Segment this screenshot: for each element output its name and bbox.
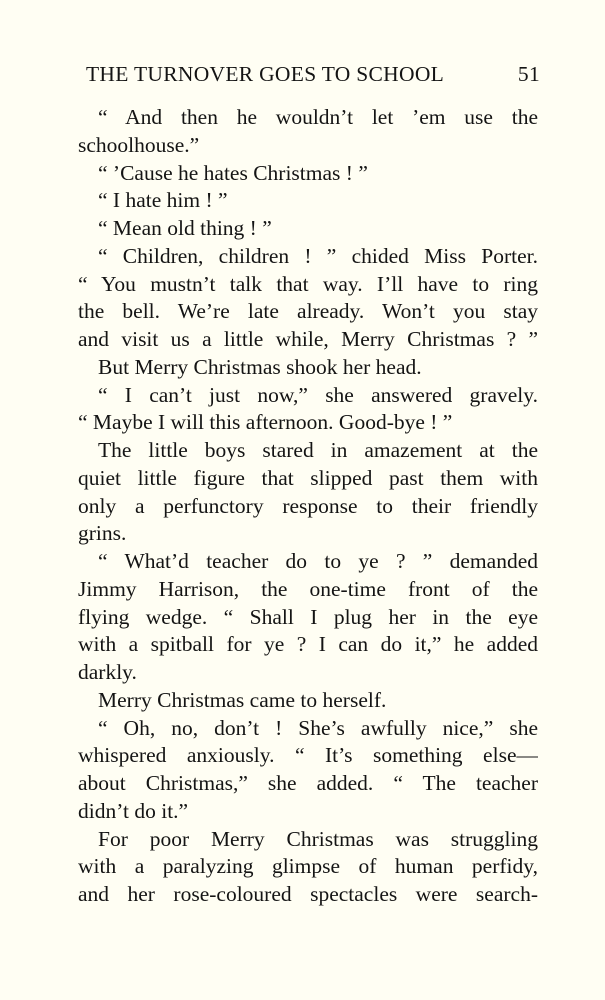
text-line: “ What’d teacher do to ye ? ” demanded (98, 549, 538, 573)
text-line: “ Mean old thing ! ” (98, 216, 272, 240)
text-line: and visit us a little while, Merry Christmas ? ” (78, 327, 538, 351)
text-line: “ I hate him ! ” (98, 188, 228, 213)
text-line: “ You mustn’t talk that way. I’ll have to ring (78, 271, 538, 296)
text-line: about Christmas,” she added. “ The teacher (78, 771, 538, 795)
text-line: “ Maybe I will this afternoon. Good-bye ! ” (78, 410, 453, 435)
text-line: “ ’Cause he hates Christmas ! ” (98, 160, 368, 185)
text-line: The little boys stared in amazement at the (98, 438, 538, 462)
running-head (86, 58, 540, 90)
text-line: with a paralyzing glimpse of human perfidy, (78, 854, 538, 879)
text-line: only a perfunctory response to their friendly (78, 493, 538, 518)
text-line: the bell. We’re late already. Won’t you stay (78, 299, 538, 324)
text-line: grins. (78, 521, 127, 546)
text-line: “ I can’t just now,” she answered gravely. (98, 382, 538, 407)
text-line: But Merry Christmas shook her head. (98, 354, 422, 379)
text-line: “ Oh, no, don’t ! She’s awfully nice,” she (98, 715, 538, 740)
text-line: For poor Merry Christmas was struggling (98, 826, 538, 851)
text-line: and her rose-coloured spectacles were search- (78, 882, 538, 906)
text-line: “ And then he wouldn’t let ’em use the (98, 105, 538, 129)
text-line: Jimmy Harrison, the one-time front of the (78, 576, 538, 601)
page-number: 51 (517, 62, 540, 86)
text-line: darkly. (78, 660, 137, 684)
text-line: didn’t do it.” (78, 798, 189, 823)
text-body (78, 104, 538, 909)
text-line: Merry Christmas came to herself. (98, 687, 387, 712)
text-line: with a spitball for ye ? I can do it,” he added (78, 632, 538, 657)
text-line: “ Children, children ! ” chided Miss Porter. (98, 243, 538, 268)
text-line: whispered anxiously. “ It’s something else— (78, 743, 538, 768)
running-head-title: THE TURNOVER GOES TO SCHOOL (86, 62, 445, 86)
text-line: quiet little figure that slipped past them with (78, 465, 538, 490)
text-line: flying wedge. “ Shall I plug her in the eye (78, 604, 538, 629)
text-line: schoolhouse.” (78, 132, 200, 157)
